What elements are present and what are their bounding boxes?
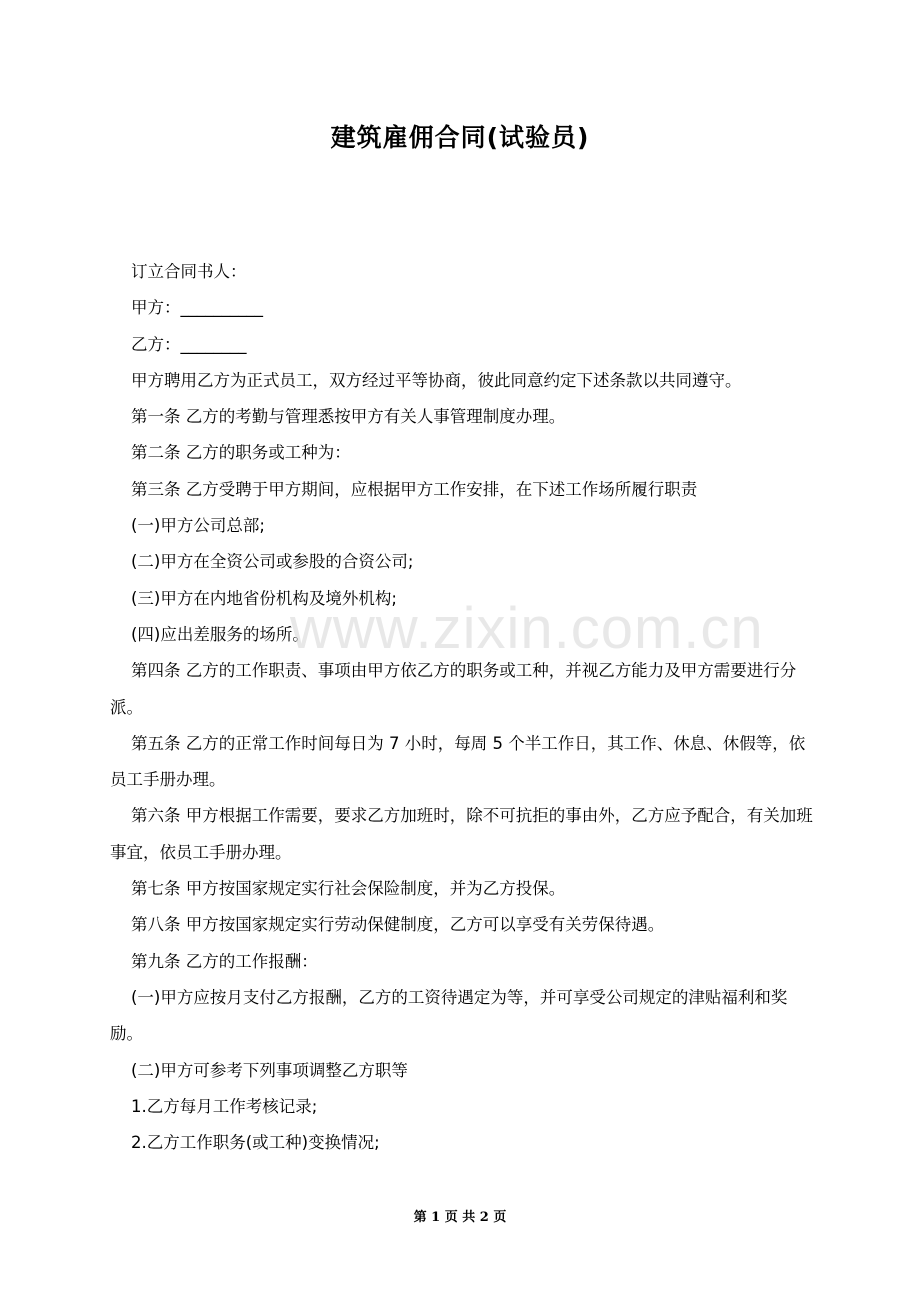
paragraph-article-9: 第九条 乙方的工作报酬：	[131, 951, 318, 971]
paragraph-article-8: 第八条 甲方按国家规定实行劳动保健制度，乙方可以享受有关劳保待遇。	[131, 915, 665, 935]
page-title: 建筑雇佣合同(试验员)	[330, 123, 590, 152]
paragraph-article-5: 第五条 乙方的正常工作时间每日为 7 小时，每周 5 个半工作日，其工作、休息、休假等，依员工手册办理。	[110, 733, 806, 790]
paragraph-article-4: 第四条 乙方的工作职责、事项由甲方依乙方的职务或工种，并视乙方能力及甲方需要进行分派。	[110, 661, 797, 717]
paragraph-article-3-item-3: (三)甲方在内地省份机构及境外机构;	[131, 588, 397, 608]
watermark: www.zixin.com.cn	[290, 596, 764, 661]
paragraph-article-9-sub-1: 1.乙方每月工作考核记录;	[131, 1096, 318, 1116]
paragraph-article-3-item-1: (一)甲方公司总部;	[131, 516, 265, 536]
paragraph-party-b: 乙方：________	[131, 334, 247, 354]
paragraph-article-3-item-2: (二)甲方在全资公司或参股的合资公司;	[131, 552, 414, 572]
paragraph-article-9-item-2: (二)甲方可参考下列事项调整乙方职等	[131, 1060, 408, 1080]
paragraph-signatories: 订立合同书人：	[131, 262, 247, 281]
paragraph-article-6: 第六条 甲方根据工作需要，要求乙方加班时，除不可抗拒的事由外，乙方应予配合，有关加班事宜，依员工手册办理。	[110, 806, 813, 862]
paragraph-article-9-sub-2: 2.乙方工作职务(或工种)变换情况;	[131, 1133, 380, 1153]
paragraph-article-3-item-4: (四)应出差服务的场所。	[131, 624, 309, 644]
paragraph-article-2: 第二条 乙方的职务或工种为：	[131, 443, 351, 463]
contract-body	[110, 254, 820, 1161]
paragraph-party-a: 甲方：__________	[131, 298, 263, 318]
paragraph-intro: 甲方聘用乙方为正式员工，双方经过平等协商，彼此同意约定下述条款以共同遵守。	[131, 370, 742, 390]
page-footer: 第 1 页 共 2 页	[413, 1210, 507, 1225]
paragraph-article-9-item-1: (一)甲方应按月支付乙方报酬，乙方的工资待遇定为等，并可享受公司规定的津贴福利和奖励。	[110, 987, 788, 1044]
paragraph-article-7: 第七条 甲方按国家规定实行社会保险制度，并为乙方投保。	[131, 879, 566, 899]
paragraph-article-1: 第一条 乙方的考勤与管理悉按甲方有关人事管理制度办理。	[131, 407, 566, 427]
paragraph-article-3: 第三条 乙方受聘于甲方期间，应根据甲方工作安排，在下述工作场所履行职责	[131, 479, 698, 499]
